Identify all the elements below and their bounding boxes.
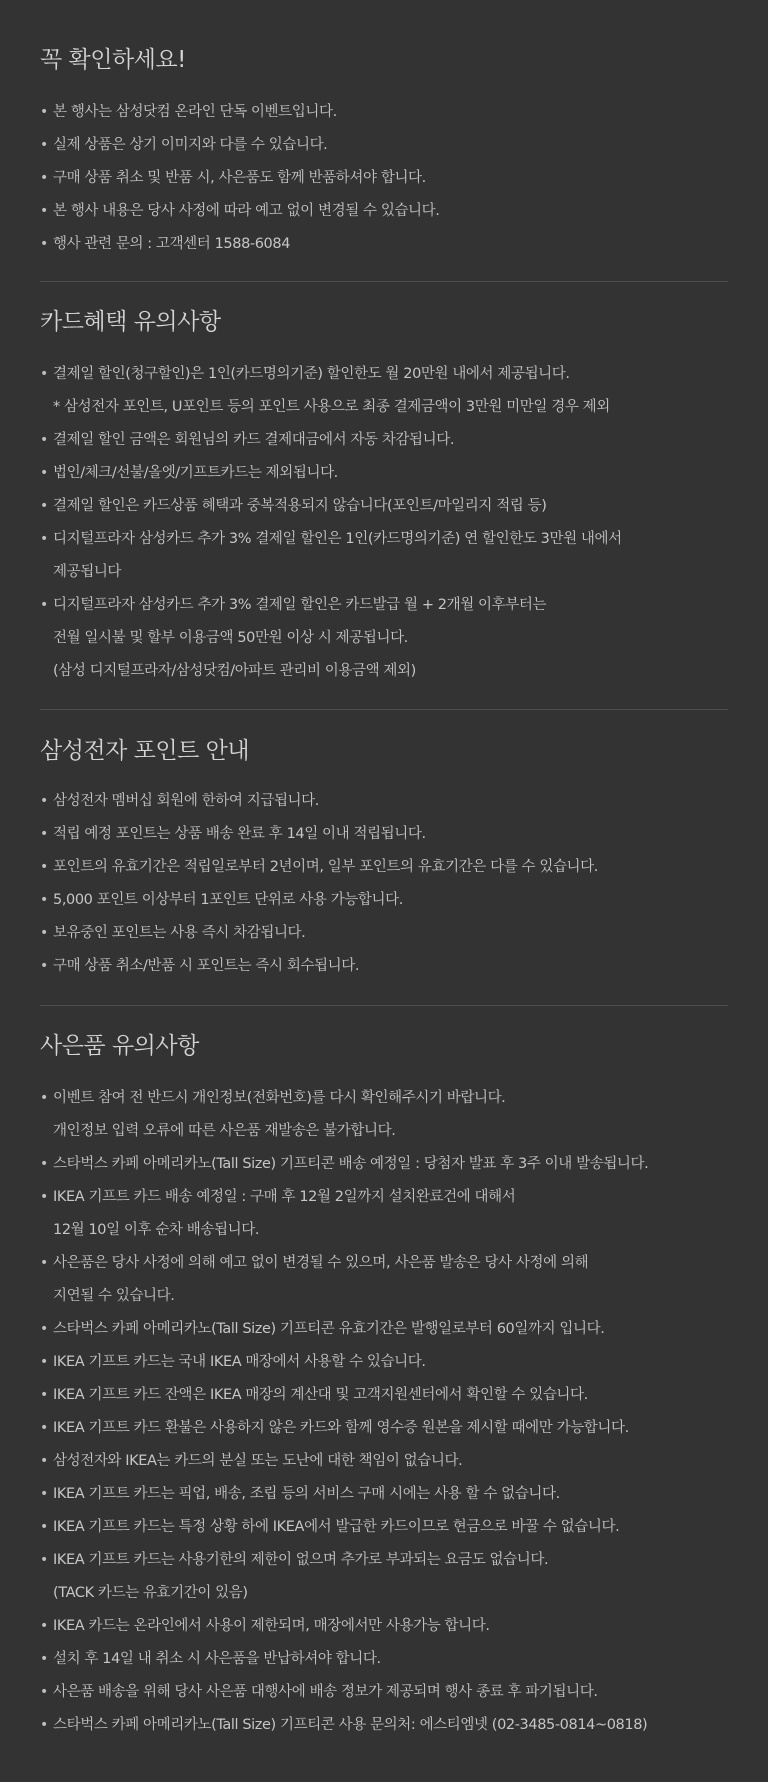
list-item-text: 본 행사는 삼성닷컴 온라인 단독 이벤트입니다. xyxy=(53,104,337,120)
bullet-icon: • xyxy=(40,859,48,875)
bullet-icon: • xyxy=(40,432,48,448)
list-item xyxy=(40,589,728,688)
list-item-continuation: 개인정보 입력 오류에 따른 사은품 재발송은 불가합니다. xyxy=(53,1123,396,1139)
bullet-icon: • xyxy=(40,1321,48,1337)
notice-list xyxy=(40,96,728,261)
bullet-icon: • xyxy=(40,1420,48,1436)
bullet-icon: • xyxy=(40,1255,48,1271)
list-item-text: 스타벅스 카페 아메리카노(Tall Size) 기프티콘 유효기간은 발행일로부터 60일까지 입니다. xyxy=(53,1321,605,1337)
list-item-continuation: 전월 일시불 및 할부 이용금액 50만원 이상 시 제공됩니다. xyxy=(53,630,408,646)
bullet-icon: • xyxy=(40,1090,48,1106)
list-item-text: IKEA 기프트 카드는 국내 IKEA 매장에서 사용할 수 있습니다. xyxy=(53,1354,426,1370)
bullet-icon: • xyxy=(40,1684,48,1700)
list-item-text: 결제일 할인 금액은 회원님의 카드 결제대금에서 자동 차감됩니다. xyxy=(53,432,455,448)
list-item-text: 법인/체크/선불/올엣/기프트카드는 제외됩니다. xyxy=(53,465,338,481)
bullet-icon: • xyxy=(40,465,48,481)
section-divider xyxy=(40,709,728,710)
section-card-benefit-notice xyxy=(40,306,728,679)
list-item-text: 포인트의 유효기간은 적립일로부터 2년이며, 일부 포인트의 유효기간은 다를 수 있습니다. xyxy=(53,859,598,875)
bullet-icon: • xyxy=(40,793,48,809)
list-item-text: 디지털프라자 삼성카드 추가 3% 결제일 할인은 카드발급 월 + 2개월 이후부터는 xyxy=(53,597,547,613)
bullet-icon: • xyxy=(40,236,48,252)
list-item-text: IKEA 기프트 카드는 특정 상황 하에 IKEA에서 발급한 카드이므로 현금으로 바꿀 수 없습니다. xyxy=(53,1519,620,1535)
bullet-icon: • xyxy=(40,203,48,219)
bullet-icon: • xyxy=(40,1453,48,1469)
list-item-continuation: 지연될 수 있습니다. xyxy=(53,1288,175,1304)
bullet-icon: • xyxy=(40,1651,48,1667)
list-item-continuation: 12월 10일 이후 순차 배송됩니다. xyxy=(53,1222,260,1238)
bullet-icon: • xyxy=(40,1618,48,1634)
list-item xyxy=(40,1511,728,1544)
bullet-icon: • xyxy=(40,1486,48,1502)
list-item-text: IKEA 기프트 카드 잔액은 IKEA 매장의 계산대 및 고객지원센터에서 확인할 수 있습니다. xyxy=(53,1387,588,1403)
list-item xyxy=(40,358,728,424)
notice-list xyxy=(40,358,728,688)
list-item xyxy=(40,424,728,457)
list-item-text: 행사 관련 문의 : 고객센터 1588-6084 xyxy=(53,236,291,252)
list-item xyxy=(40,1478,728,1511)
list-item xyxy=(40,523,728,589)
list-item-text: 사은품 배송을 위해 당사 사은품 대행사에 배송 정보가 제공되며 행사 종료 후 파기됩니다. xyxy=(53,1684,598,1700)
bullet-icon: • xyxy=(40,925,48,941)
bullet-icon: • xyxy=(40,104,48,120)
list-item xyxy=(40,1346,728,1379)
list-item-text: 이벤트 참여 전 반드시 개인정보(전화번호)를 다시 확인해주시기 바랍니다. xyxy=(53,1090,506,1106)
bullet-icon: • xyxy=(40,1387,48,1403)
list-item-continuation: * 삼성전자 포인트, U포인트 등의 포인트 사용으로 최종 결제금액이 3만원 미만일 경우 제외 xyxy=(53,399,610,415)
list-item xyxy=(40,851,728,884)
list-item-text: IKEA 기프트 카드는 사용기한의 제한이 없으며 추가로 부과되는 요금도 없습니다. xyxy=(53,1552,549,1568)
list-item xyxy=(40,818,728,851)
bullet-icon: • xyxy=(40,1354,48,1370)
section-title: 꼭 확인하세요! xyxy=(40,47,186,73)
section-title: 사은품 유의사항 xyxy=(40,1033,199,1059)
list-item xyxy=(40,1412,728,1445)
list-item xyxy=(40,1082,728,1148)
list-item-text: 적립 예정 포인트는 상품 배송 완료 후 14일 이내 적립됩니다. xyxy=(53,826,426,842)
bullet-icon: • xyxy=(40,1519,48,1535)
section-title: 카드혜택 유의사항 xyxy=(40,309,221,335)
list-item-text: 구매 상품 취소 및 반품 시, 사은품도 함께 반품하셔야 합니다. xyxy=(53,170,426,186)
bullet-icon: • xyxy=(40,498,48,514)
list-item-text: 디지털프라자 삼성카드 추가 3% 결제일 할인은 1인(카드명의기준) 연 할인한도 3만원 내에서 xyxy=(53,531,622,547)
list-item xyxy=(40,884,728,917)
list-item-text: 설치 후 14일 내 취소 시 사은품을 반납하셔야 합니다. xyxy=(53,1651,381,1667)
section-gift-notice xyxy=(40,1030,728,1733)
list-item xyxy=(40,1676,728,1709)
list-item-text: 5,000 포인트 이상부터 1포인트 단위로 사용 가능합니다. xyxy=(53,892,403,908)
bullet-icon: • xyxy=(40,1189,48,1205)
section-divider xyxy=(40,1005,728,1006)
list-item-text: IKEA 기프트 카드 배송 예정일 : 구매 후 12월 2일까지 설치완료건에 대해서 xyxy=(53,1189,516,1205)
list-item-text: 보유중인 포인트는 사용 즉시 차감됩니다. xyxy=(53,925,306,941)
list-item-text: 삼성전자 멤버십 회원에 한하여 지급됩니다. xyxy=(53,793,319,809)
notice-list xyxy=(40,1082,728,1742)
section-divider xyxy=(40,281,728,282)
list-item xyxy=(40,917,728,950)
list-item xyxy=(40,1313,728,1346)
list-item-text: IKEA 기프트 카드는 픽업, 배송, 조립 등의 서비스 구매 시에는 사용 할 수 없습니다. xyxy=(53,1486,560,1502)
bullet-icon: • xyxy=(40,1552,48,1568)
list-item-continuation: 제공됩니다 xyxy=(53,564,122,580)
list-item xyxy=(40,1643,728,1676)
list-item xyxy=(40,490,728,523)
list-item xyxy=(40,1247,728,1313)
list-item-text: 본 행사 내용은 당사 사정에 따라 예고 없이 변경될 수 있습니다. xyxy=(53,203,440,219)
list-item xyxy=(40,1610,728,1643)
section-check-notice xyxy=(40,44,728,252)
list-item-continuation: (TACK 카드는 유효기간이 있음) xyxy=(53,1585,248,1601)
list-item xyxy=(40,1445,728,1478)
section-title: 삼성전자 포인트 안내 xyxy=(40,738,250,764)
bullet-icon: • xyxy=(40,1717,48,1733)
list-item-text: 구매 상품 취소/반품 시 포인트는 즉시 회수됩니다. xyxy=(53,958,360,974)
list-item-text: IKEA 카드는 온라인에서 사용이 제한되며, 매장에서만 사용가능 합니다. xyxy=(53,1618,490,1634)
bullet-icon: • xyxy=(40,597,48,613)
bullet-icon: • xyxy=(40,531,48,547)
list-item xyxy=(40,950,728,983)
notice-list xyxy=(40,785,728,983)
list-item xyxy=(40,785,728,818)
bullet-icon: • xyxy=(40,137,48,153)
list-item xyxy=(40,1181,728,1247)
section-samsung-point-guide xyxy=(40,735,728,974)
list-item-text: 실제 상품은 상기 이미지와 다를 수 있습니다. xyxy=(53,137,328,153)
list-item xyxy=(40,1148,728,1181)
list-item xyxy=(40,96,728,129)
list-item-text: IKEA 기프트 카드 환불은 사용하지 않은 카드와 함께 영수증 원본을 제시할 때에만 가능합니다. xyxy=(53,1420,629,1436)
bullet-icon: • xyxy=(40,892,48,908)
list-item-text: 스타벅스 카페 아메리카노(Tall Size) 기프티콘 사용 문의처: 에스티엠넷 (02-3485-0814~0818) xyxy=(53,1717,648,1733)
list-item-continuation: (삼성 디지털프라자/삼성닷컴/아파트 관리비 이용금액 제외) xyxy=(53,663,416,679)
list-item xyxy=(40,129,728,162)
list-item xyxy=(40,1544,728,1610)
bullet-icon: • xyxy=(40,170,48,186)
bullet-icon: • xyxy=(40,366,48,382)
list-item-text: 결제일 할인은 카드상품 혜택과 중복적용되지 않습니다(포인트/마일리지 적립 등) xyxy=(53,498,547,514)
list-item xyxy=(40,1709,728,1742)
bullet-icon: • xyxy=(40,958,48,974)
list-item-text: 결제일 할인(청구할인)은 1인(카드명의기준) 할인한도 월 20만원 내에서 제공됩니다. xyxy=(53,366,570,382)
list-item xyxy=(40,195,728,228)
list-item xyxy=(40,1379,728,1412)
list-item xyxy=(40,162,728,195)
bullet-icon: • xyxy=(40,1156,48,1172)
list-item xyxy=(40,457,728,490)
list-item-text: 사은품은 당사 사정에 의해 예고 없이 변경될 수 있으며, 사은품 발송은 당사 사정에 의해 xyxy=(53,1255,589,1271)
list-item xyxy=(40,228,728,261)
list-item-text: 삼성전자와 IKEA는 카드의 분실 또는 도난에 대한 책임이 없습니다. xyxy=(53,1453,463,1469)
bullet-icon: • xyxy=(40,826,48,842)
list-item-text: 스타벅스 카페 아메리카노(Tall Size) 기프티콘 배송 예정일 : 당첨자 발표 후 3주 이내 발송됩니다. xyxy=(53,1156,649,1172)
